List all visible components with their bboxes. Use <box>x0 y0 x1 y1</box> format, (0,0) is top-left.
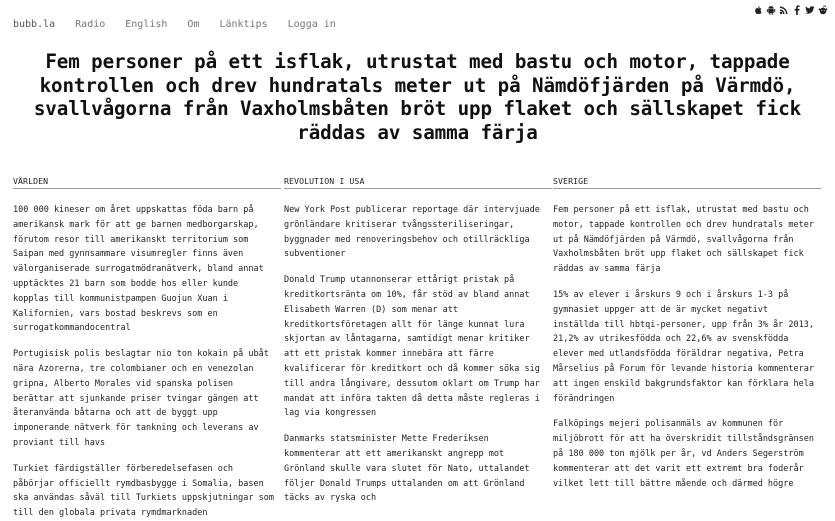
column-varlden <box>13 176 285 521</box>
article-item[interactable]: Turkiet färdigställer förberedelsefasen och påbörjar officiellt rymdbasbygge i Somalia, basen ska användas såväl till Turkiets uppskjutningar som till den globala privata rymdmarknaden <box>13 463 274 519</box>
article-item[interactable]: New York Post publicerar reportage där intervjuade grönländare kritiserar tvångssteriliseringar, byggnader med renoveringsbehov och otillräckliga subventioner <box>284 205 540 260</box>
article-item[interactable]: Fem personer på ett isflak, utrustat med bastu och motor, tappade kontrollen och drev hundratals meter ut på Nämdöfjärden på Värmdö, svallvågorna från Vaxholmsbåten bröt upp flaket och sällskapet fick räddas av samma färja <box>553 205 814 275</box>
social-links <box>752 4 828 15</box>
article-item[interactable]: Donald Trump utannonserar ettårigt pristak på kreditkortsränta om 10%, får stöd av bland annat Elisabeth Warren (D) som menar att kreditkortsföretagen allt för länge kunnat lura skjortan av låntagarna, samtidigt menar kritiker att ett pristak kommer innebära att färre kvalificerar för kreditkort och då kommer söka sig till andra långivare, dessutom oklart om Trump har mandat att införa takten då detta måste regleras i lag via kongressen <box>284 275 540 419</box>
column-sverige <box>553 176 825 491</box>
article-item[interactable]: 15% av elever i årskurs 9 och i årskurs 1-3 på gymnasiet uppger att de är mycket negativt inställda till hbtqi-personer, upp från 3% år 2013, 21,2% av utrikesfödda och 22,6% av svenskfödda elever med utlandsfödda föräldrar negativa, Petra Mårselius på Forum för levande historia kommenterar att ingen enskild bakgrundsfaktor kan förklara hela förändringen <box>553 289 814 404</box>
twitter-icon[interactable] <box>804 4 815 15</box>
reddit-icon[interactable] <box>817 4 828 15</box>
android-icon[interactable] <box>765 4 776 15</box>
brand-link[interactable]: bubb.la <box>13 19 56 30</box>
page-headline[interactable]: Fem personer på ett isflak, utrustat med bastu och motor, tappade kontrollen och drev hundratals meter ut på Nämdöfjärden på Värmdö, svallvågorna från Vaxholmsbåten bröt upp flaket och sällskapet fick räddas av samma färja <box>33 50 802 144</box>
column-header[interactable]: REVOLUTION I USA <box>284 176 552 189</box>
nav-item-logga-in[interactable]: Logga in <box>287 19 336 30</box>
apple-icon[interactable] <box>752 4 763 15</box>
article-item[interactable]: Portugisisk polis beslagtar nio ton kokain på ubåt nära Azorerna, tre colombianer och en venezolan gripna, Alberto Morales vid spanska polisen berättar att sjunkande priser tvingar gängen att återanvända båtarna och att de byggt upp imponerande nätverk för tankning och leverans av proviant till havs <box>13 349 269 448</box>
nav-item-english[interactable]: English <box>125 19 168 30</box>
column-header[interactable]: SVERIGE <box>553 176 821 189</box>
article-item[interactable]: Falköpings mejeri polisanmäls av kommunen för miljöbrott för att ha överskridit tillståndsgränsen på 180 000 ton mjölk per år, vd Anders Segerström kommenterar att det varit ett extremt bra foderår vilket lett till bättre mående och därmed högre <box>553 419 814 489</box>
facebook-icon[interactable] <box>791 4 802 15</box>
column-header[interactable]: VÄRLDEN <box>13 176 281 189</box>
top-nav <box>13 19 356 30</box>
nav-item-om[interactable]: Om <box>187 19 200 30</box>
article-item[interactable]: 100 000 kineser om året uppskattas föda barn på amerikansk mark för att ge barnen medborgarskap, förutom resor till amerikanskt territorium som Saipan med gynnsammare visumregler finns även välorganiserade surrogatmödranätverk, bland annat upptäcktes 21 barn som bodde hos eller kunde kopplas till kommunistpampen Guojun Xuan i Kalifornien, vars bostad beskrevs som en surrogatkommandocentral <box>13 205 264 334</box>
rss-icon[interactable] <box>778 4 789 15</box>
nav-item-lanktips[interactable]: Länktips <box>219 19 268 30</box>
column-revolution-i-usa <box>284 176 556 506</box>
article-item[interactable]: Danmarks statsminister Mette Frederiksen kommenterar att ett amerikanskt angrepp mot Grönland skulle vara slutet för Nato, uttalandet följer Donald Trumps uttalanden om att Grönland täcks av ryska och <box>284 434 530 504</box>
nav-item-radio[interactable]: Radio <box>75 19 106 30</box>
